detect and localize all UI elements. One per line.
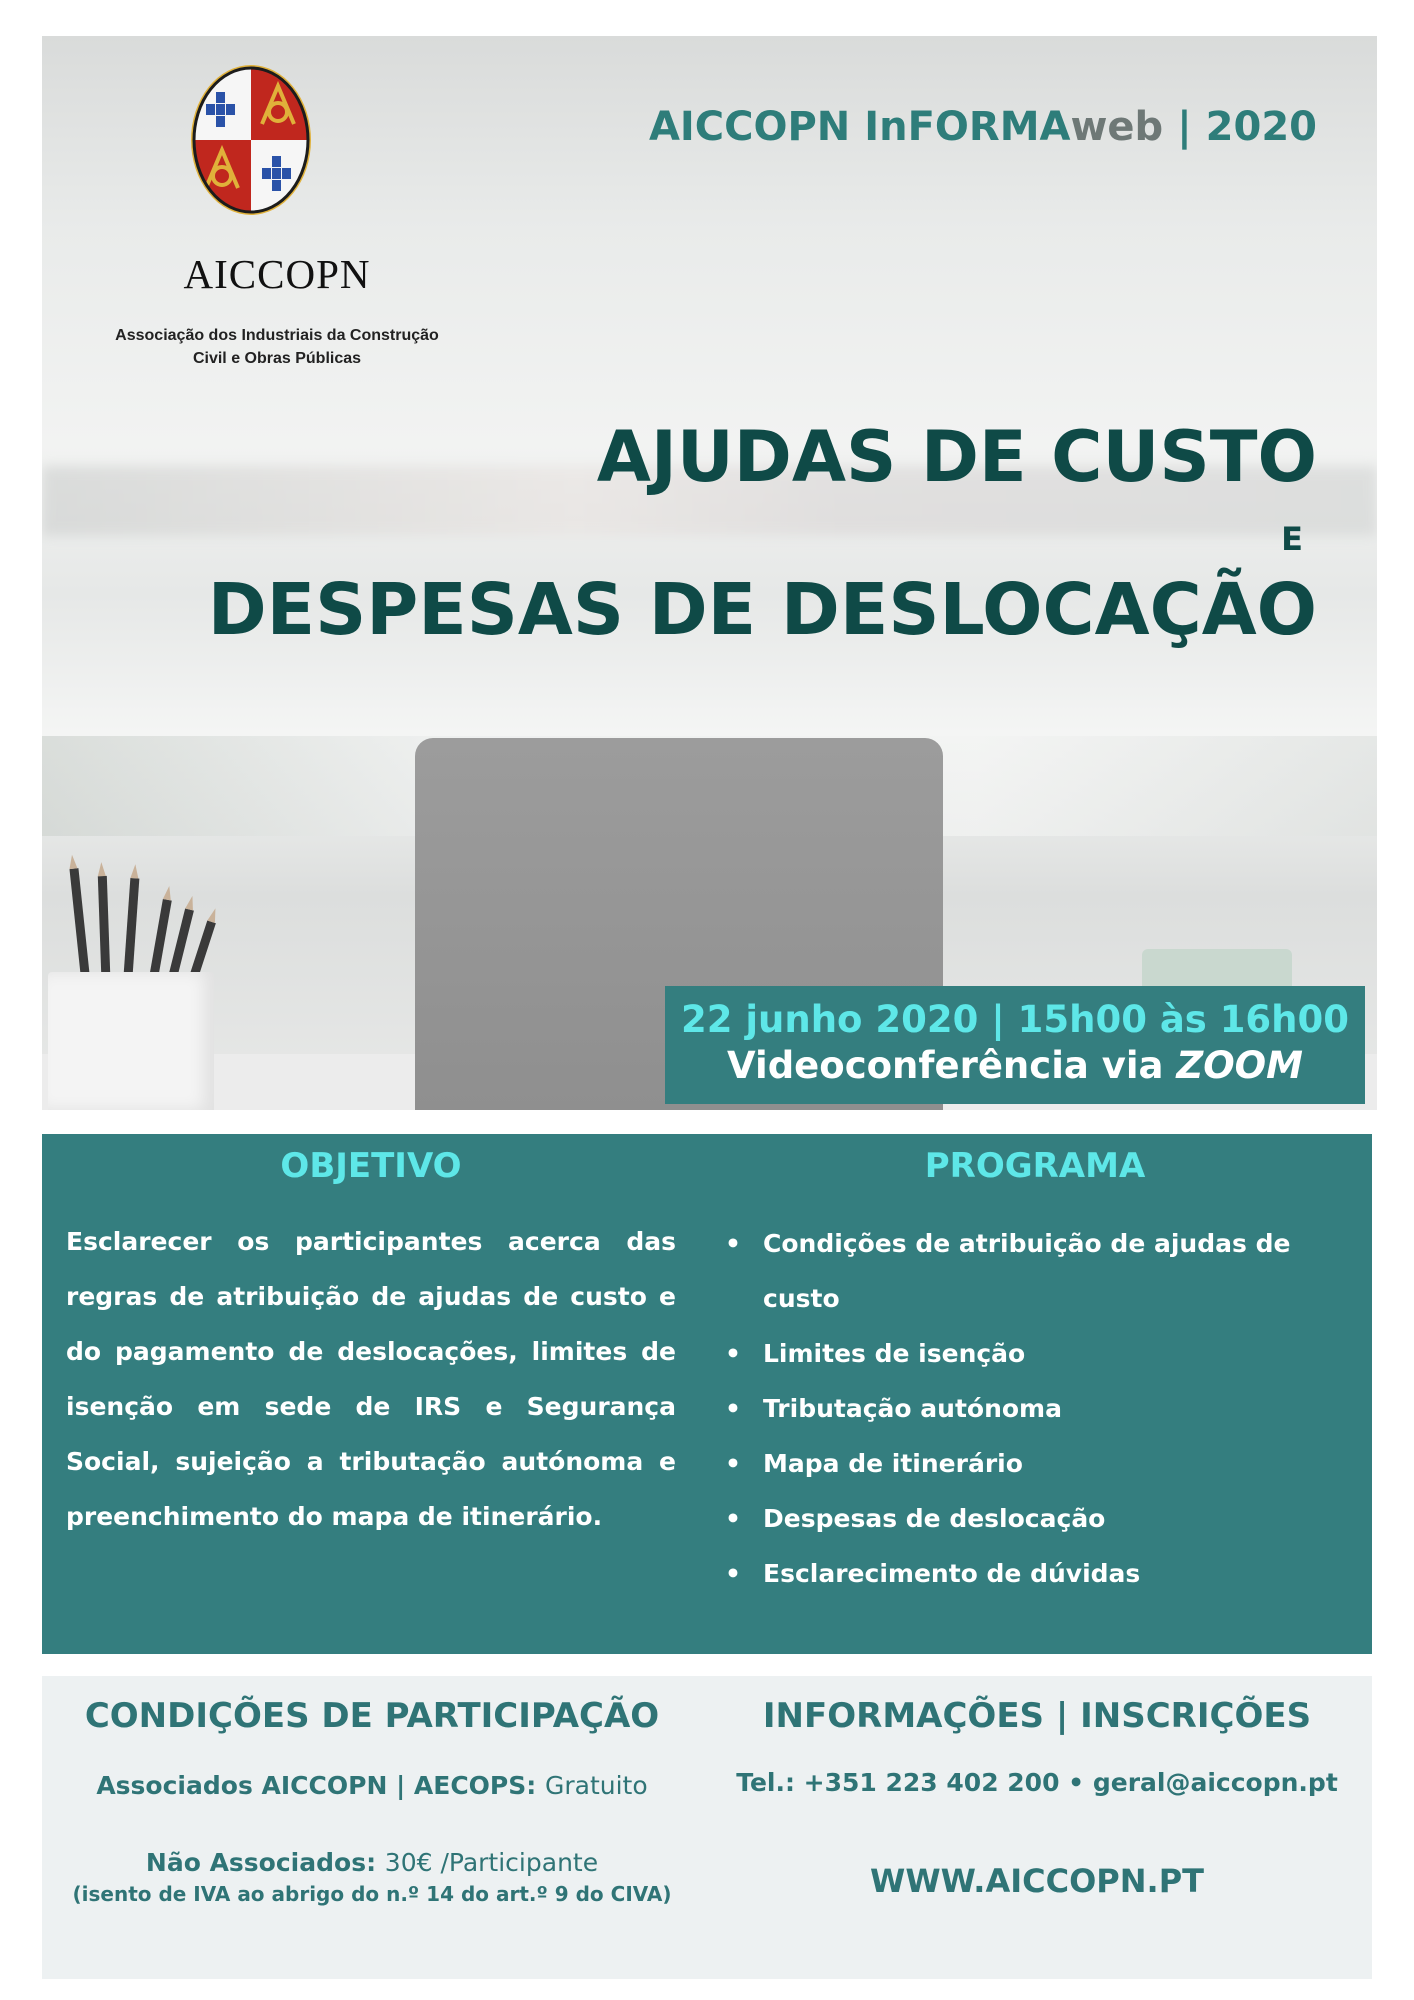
series-header [649, 104, 1317, 150]
page-title-line2: E [1281, 520, 1303, 558]
brand-subtitle-line2: Civil e Obras Públicas [192, 350, 362, 367]
event-datetime-box [665, 986, 1365, 1104]
nao-associados-label: Não Associados: [145, 1848, 377, 1877]
conditions-contacts-panel [42, 1676, 1372, 1979]
brand-name: AICCOPN [183, 251, 371, 297]
condicoes-heading: CONDIÇÕES DE PARTICIPAÇÃO [84, 1696, 660, 1736]
hero-banner [42, 36, 1377, 1110]
page-title-line3: DESPESAS DE DESLOCAÇÃO [207, 568, 1317, 651]
event-venue-prefix: Videoconferência via [727, 1044, 1177, 1087]
associados-label: Associados AICCOPN | AECOPS: [96, 1771, 537, 1800]
programa-heading: PROGRAMA [924, 1146, 1146, 1186]
objetivo-heading: OBJETIVO [280, 1146, 462, 1186]
event-venue [665, 1044, 1365, 1087]
series-year: | 2020 [1177, 104, 1317, 150]
page-title-line1: AJUDAS DE CUSTO [596, 416, 1317, 498]
programa-item: • Mapa de itinerário [725, 1436, 1345, 1491]
programa-item: • Condições de atribuição de ajudas de custo [725, 1216, 1345, 1326]
programa-item: • Limites de isenção [725, 1326, 1345, 1381]
nao-associados-value: 30€ /Participante [384, 1848, 599, 1877]
series-web: web [1070, 104, 1164, 150]
contact-phone-email[interactable]: Tel.: +351 223 402 200 • geral@aiccopn.pt [736, 1768, 1338, 1797]
objective-program-panel [42, 1134, 1372, 1654]
associados-price [42, 1771, 702, 1800]
brand-subtitle-line1: Associação dos Industriais da Construção [115, 327, 439, 344]
programa-item: • Tributação autónoma [725, 1381, 1345, 1436]
aiccopn-coat-of-arms-logo [190, 64, 312, 216]
programa-item: • Despesas de deslocação [725, 1491, 1345, 1546]
iva-note: (isento de IVA ao abrigo do n.º 14 do art.º 9 do CIVA) [72, 1882, 672, 1906]
associados-value: Gratuito [544, 1771, 648, 1800]
event-datetime: 22 junho 2020 | 15h00 às 16h00 [680, 998, 1350, 1041]
objetivo-text: Esclarecer os participantes acerca das regras de atribuição de ajudas de custo e do pagamento de deslocações, limites de isenção em sede de IRS e Segurança Social, sujeição a tributação autónoma e preenchimento do mapa de itinerário. [66, 1227, 676, 1531]
programa-list [725, 1216, 1345, 1601]
website-link[interactable]: WWW.AICCOPN.PT [870, 1862, 1204, 1900]
event-venue-platform: ZOOM [1176, 1044, 1303, 1087]
nao-associados-price [42, 1848, 702, 1877]
pencil-image [69, 868, 90, 988]
brand-subtitle [82, 324, 472, 370]
series-main: AICCOPN InFORMA [648, 104, 1071, 150]
pencil-cup-image [48, 972, 214, 1110]
programa-item: • Esclarecimento de dúvidas [725, 1546, 1345, 1601]
contactos-heading: INFORMAÇÕES | INSCRIÇÕES [762, 1696, 1312, 1736]
